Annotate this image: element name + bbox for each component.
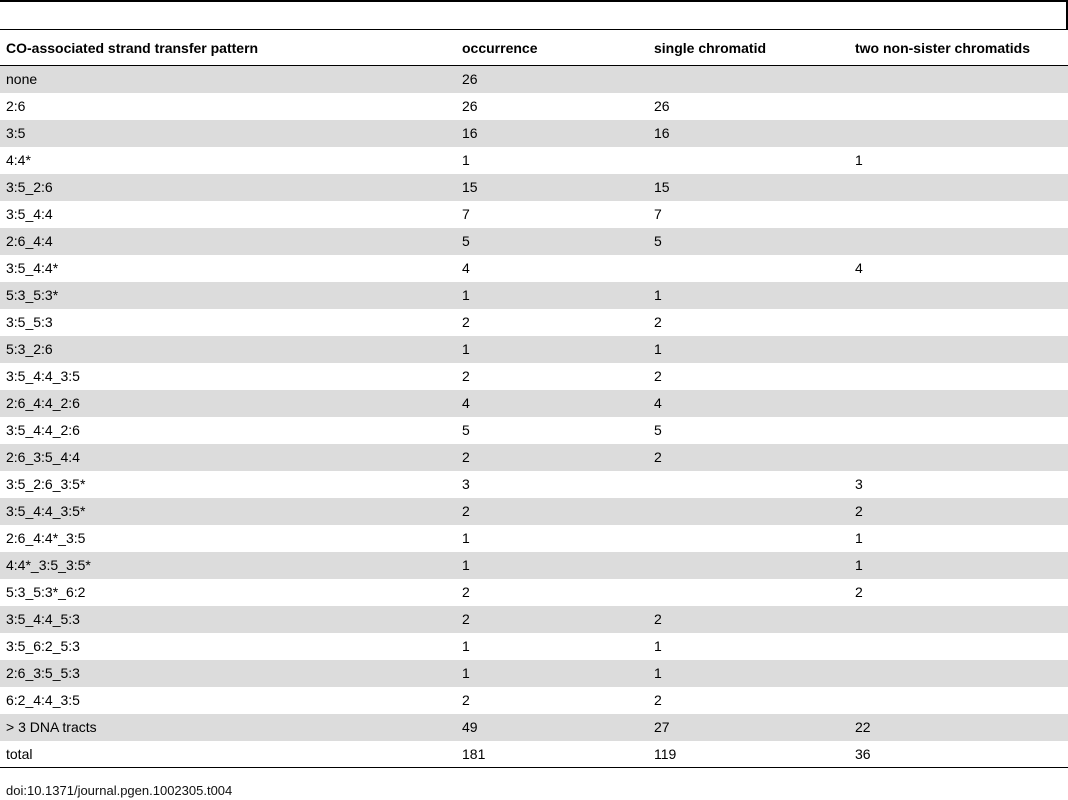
cell-occurrence: 2 [462, 584, 470, 600]
cell-single-chromatid: 1 [654, 341, 662, 357]
cell-pattern: 2:6_4:4*_3:5 [6, 530, 86, 546]
table-row [0, 390, 1068, 417]
cell-single-chromatid: 2 [654, 314, 662, 330]
cell-single-chromatid: 1 [654, 287, 662, 303]
cell-single-chromatid: 5 [654, 233, 662, 249]
table-row [0, 741, 1068, 768]
table-row [0, 444, 1068, 471]
cell-single-chromatid: 5 [654, 422, 662, 438]
cell-single-chromatid: 2 [654, 692, 662, 708]
cell-pattern: 5:3_5:3*_6:2 [6, 584, 86, 600]
cell-two-non-sister: 1 [855, 557, 863, 573]
cell-two-non-sister [849, 228, 1068, 255]
doi-caption: doi:10.1371/journal.pgen.1002305.t004 [6, 783, 233, 798]
cell-two-non-sister [849, 66, 1068, 93]
cell-occurrence: 3 [462, 476, 470, 492]
cell-occurrence: 2 [462, 449, 470, 465]
cell-single-chromatid [648, 66, 849, 93]
table-row [0, 363, 1068, 390]
cell-pattern: none [6, 71, 38, 88]
cell-two-non-sister [849, 687, 1068, 714]
cell-single-chromatid [648, 147, 849, 174]
cell-pattern: 3:5_4:4* [6, 260, 59, 276]
cell-two-non-sister: 2 [855, 503, 863, 519]
cell-pattern: 3:5 [6, 125, 26, 141]
cell-single-chromatid: 15 [654, 179, 670, 195]
cell-single-chromatid: 4 [654, 395, 662, 411]
cell-pattern: 3:5_6:2_5:3 [6, 638, 80, 654]
cell-two-non-sister [849, 336, 1068, 363]
cell-two-non-sister: 4 [855, 260, 863, 276]
cell-occurrence: 1 [462, 665, 470, 681]
cell-occurrence: 5 [462, 422, 470, 438]
cell-pattern: 6:2_4:4_3:5 [6, 692, 80, 708]
cell-pattern: 3:5_4:4_2:6 [6, 422, 80, 438]
table-row [0, 66, 1068, 93]
cell-occurrence: 26 [462, 98, 478, 114]
cell-two-non-sister: 1 [855, 152, 863, 168]
cell-pattern: 3:5_4:4_3:5* [6, 503, 86, 519]
cell-two-non-sister [849, 444, 1068, 471]
cell-pattern: 4:4*_3:5_3:5* [6, 557, 91, 573]
table-row [0, 255, 1068, 282]
cell-occurrence: 16 [462, 125, 478, 141]
table-row [0, 93, 1068, 120]
table-row [0, 336, 1068, 363]
table-row [0, 498, 1068, 525]
table-header [0, 30, 1068, 66]
cell-two-non-sister [849, 390, 1068, 417]
table-row [0, 201, 1068, 228]
table-row [0, 633, 1068, 660]
cell-two-non-sister [849, 363, 1068, 390]
cell-single-chromatid: 2 [654, 449, 662, 465]
cell-two-non-sister [849, 174, 1068, 201]
cell-two-non-sister [849, 606, 1068, 633]
cell-pattern: 5:3_5:3* [6, 287, 59, 303]
table-row [0, 120, 1068, 147]
table-row [0, 309, 1068, 336]
cell-pattern: 2:6_4:4 [6, 233, 53, 249]
table-row [0, 606, 1068, 633]
cell-single-chromatid [648, 498, 849, 525]
cell-two-non-sister [849, 93, 1068, 120]
cell-occurrence: 1 [462, 530, 470, 546]
cell-two-non-sister [849, 309, 1068, 336]
cell-two-non-sister [849, 120, 1068, 147]
cell-single-chromatid: 1 [654, 665, 662, 681]
header-row [0, 30, 1068, 66]
table-row [0, 174, 1068, 201]
cell-occurrence: 4 [462, 260, 470, 276]
cell-two-non-sister: 3 [855, 476, 863, 492]
table-row [0, 525, 1068, 552]
cell-occurrence: 2 [462, 692, 470, 708]
table-row [0, 552, 1068, 579]
cell-occurrence: 7 [462, 206, 470, 222]
table-row [0, 714, 1068, 741]
cell-single-chromatid: 16 [654, 125, 670, 141]
table-row [0, 147, 1068, 174]
cell-single-chromatid: 2 [654, 368, 662, 384]
cell-pattern: 3:5_2:6_3:5* [6, 476, 86, 492]
cell-single-chromatid [648, 255, 849, 282]
cell-pattern: total [6, 745, 33, 762]
cell-two-non-sister [849, 282, 1068, 309]
cell-occurrence: 26 [462, 71, 478, 88]
header-occurrence: occurrence [462, 39, 538, 56]
cell-occurrence: 4 [462, 395, 470, 411]
table-row [0, 228, 1068, 255]
cell-pattern: 5:3_2:6 [6, 341, 53, 357]
cell-occurrence: 1 [462, 287, 470, 303]
cell-occurrence: 5 [462, 233, 470, 249]
table-row [0, 579, 1068, 606]
cell-two-non-sister: 1 [855, 530, 863, 546]
cell-occurrence: 181 [462, 745, 486, 762]
header-single-chromatid: single chromatid [654, 39, 767, 56]
cell-single-chromatid [648, 579, 849, 606]
cell-single-chromatid: 27 [654, 719, 670, 735]
table-row [0, 687, 1068, 714]
cell-occurrence: 2 [462, 314, 470, 330]
table-row [0, 417, 1068, 444]
cell-two-non-sister [849, 201, 1068, 228]
cell-pattern: 3:5_4:4 [6, 206, 53, 222]
cell-single-chromatid [648, 471, 849, 498]
cell-single-chromatid: 26 [654, 98, 670, 114]
table-row [0, 471, 1068, 498]
cell-two-non-sister [849, 417, 1068, 444]
cell-pattern: 4:4* [6, 152, 31, 168]
cell-occurrence: 49 [462, 719, 478, 735]
cell-occurrence: 2 [462, 503, 470, 519]
cell-occurrence: 2 [462, 368, 470, 384]
cell-single-chromatid: 1 [654, 638, 662, 654]
table-row [0, 282, 1068, 309]
cell-pattern: 2:6_3:5_4:4 [6, 449, 80, 465]
cell-occurrence: 2 [462, 611, 470, 627]
header-two-non-sister-chromatids: two non-sister chromatids [855, 39, 1031, 56]
cell-pattern: > 3 DNA tracts [6, 719, 97, 735]
cell-pattern: 2:6_4:4_2:6 [6, 395, 80, 411]
header-pattern: CO-associated strand transfer pattern [6, 39, 259, 56]
cell-single-chromatid: 7 [654, 206, 662, 222]
cell-occurrence: 1 [462, 638, 470, 654]
cell-occurrence: 1 [462, 152, 470, 168]
cell-pattern: 3:5_4:4_5:3 [6, 611, 80, 627]
cell-pattern: 3:5_4:4_3:5 [6, 368, 80, 384]
cell-single-chromatid: 2 [654, 611, 662, 627]
cell-pattern: 2:6 [6, 98, 26, 114]
cell-two-non-sister [849, 660, 1068, 687]
table-top-frame [0, 0, 1068, 29]
cell-two-non-sister: 22 [855, 719, 871, 735]
cell-two-non-sister [849, 633, 1068, 660]
table-row [0, 660, 1068, 687]
strand-transfer-table-container [0, 29, 1068, 768]
cell-occurrence: 15 [462, 179, 478, 195]
table-body [0, 66, 1068, 768]
cell-two-non-sister: 2 [855, 584, 863, 600]
cell-occurrence: 1 [462, 341, 470, 357]
strand-transfer-table [0, 29, 1068, 768]
cell-single-chromatid: 119 [654, 745, 677, 762]
cell-single-chromatid [648, 552, 849, 579]
cell-pattern: 2:6_3:5_5:3 [6, 665, 80, 681]
cell-single-chromatid [648, 525, 849, 552]
cell-pattern: 3:5_5:3 [6, 314, 53, 330]
cell-two-non-sister: 36 [855, 745, 871, 762]
cell-pattern: 3:5_2:6 [6, 179, 53, 195]
cell-occurrence: 1 [462, 557, 470, 573]
